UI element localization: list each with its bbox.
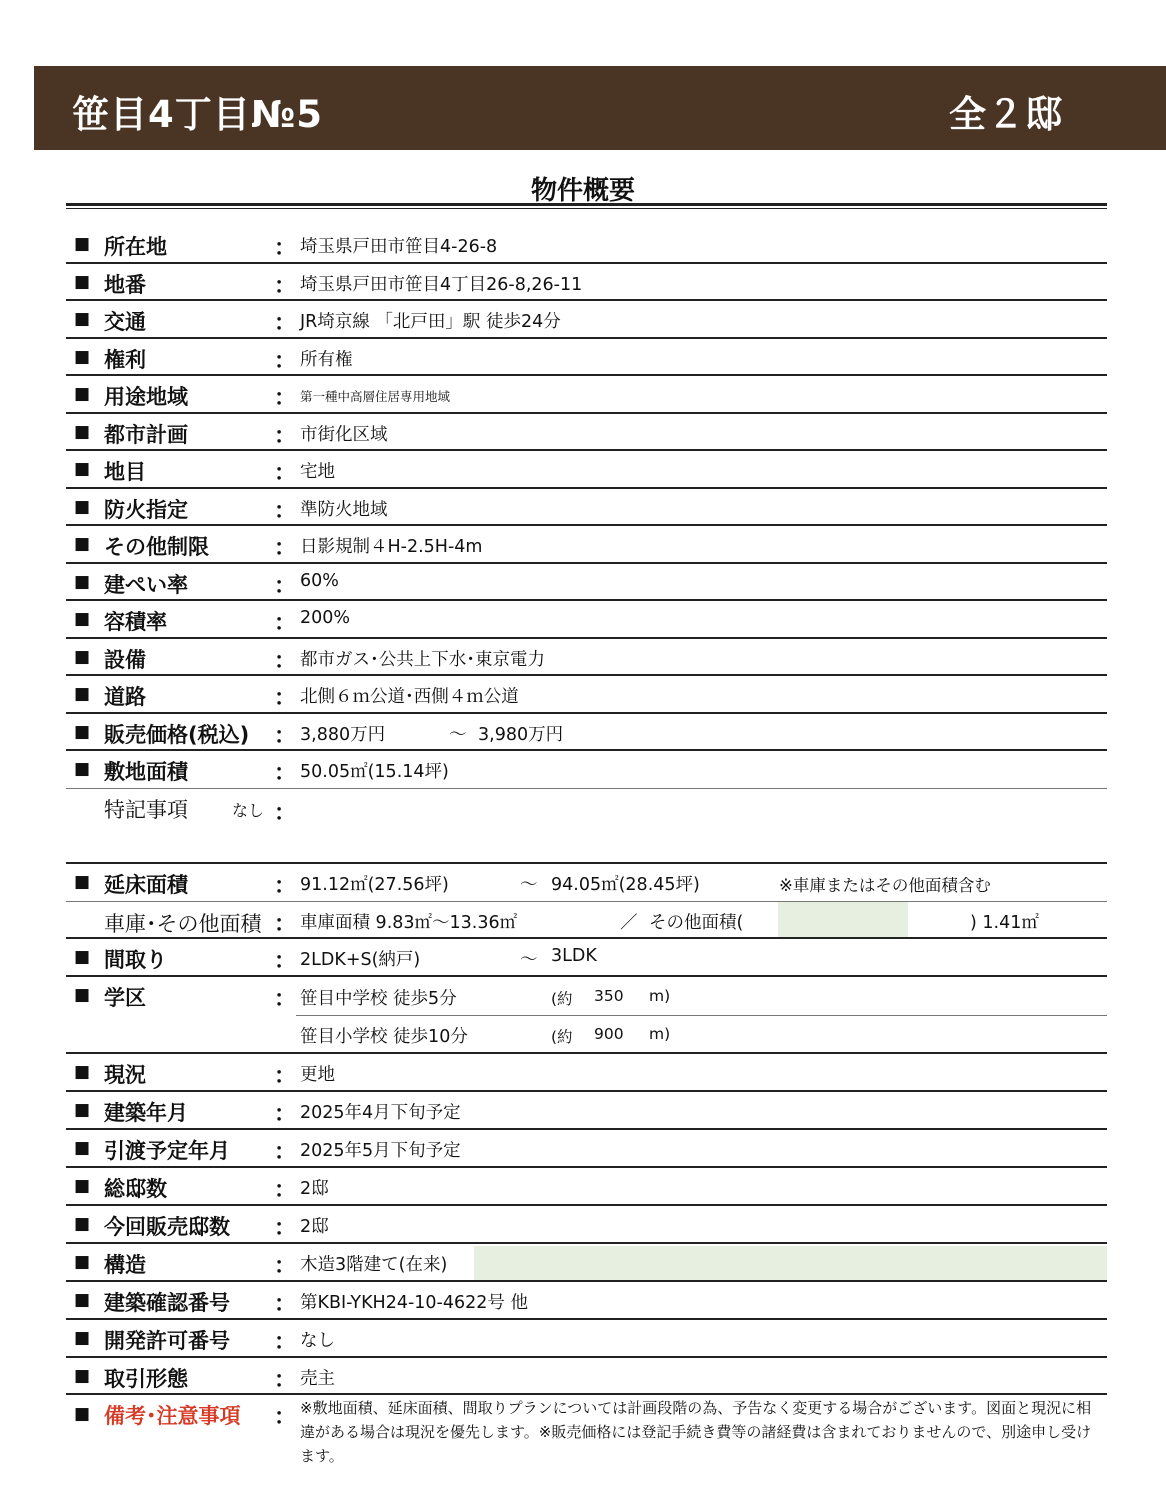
layout-from: 2LDK+S(納戸): [300, 950, 421, 970]
colon: ：: [274, 1064, 297, 1089]
colon: ：: [274, 1216, 297, 1241]
row-structure: [66, 1244, 1107, 1282]
bullet: ■: [74, 1214, 91, 1234]
colon: ：: [274, 649, 297, 674]
bullet: ■: [74, 572, 91, 592]
bullet: ■: [74, 1176, 91, 1196]
value: 2邸: [300, 1217, 329, 1237]
blank-field: [474, 1246, 1107, 1280]
colon: ：: [274, 1140, 297, 1165]
label: 車庫･その他面積: [104, 912, 262, 936]
row-transaction-type: [66, 1358, 1107, 1395]
label: 敷地面積: [104, 760, 188, 784]
value: 2025年5月下旬予定: [300, 1141, 461, 1161]
row-fire-zone: [66, 489, 1107, 526]
colon: ：: [274, 1254, 297, 1279]
row-price: [66, 714, 1107, 751]
row-current-status: [66, 1054, 1107, 1092]
label: 今回販売邸数: [104, 1215, 230, 1239]
row-building-confirmation: [66, 1282, 1107, 1320]
bullet: ■: [74, 947, 91, 967]
colon: ：: [274, 1292, 297, 1317]
header-banner: [34, 66, 1166, 150]
school-name: 笹目小学校 徒歩10分: [300, 1027, 468, 1047]
bullet: ■: [74, 234, 91, 254]
value: 第KBI-YKH24-10-4622号 他: [300, 1293, 528, 1313]
value: 準防火地域: [300, 500, 388, 520]
value: 第一種中高層住居専用地域: [300, 389, 451, 404]
colon: ：: [274, 499, 297, 524]
remarks-text: ※敷地面積、延床面積、間取りプランについては計画段階の為、予告なく変更する場合がございます。図面と現況に相違がある場合は現況を優先します。※販売価格には登記手続き費等の諸経費は含まれておりませんので、別途申し受けます。: [300, 1399, 1092, 1465]
row-land-category: [66, 451, 1107, 489]
school-distance: 900: [594, 1025, 624, 1043]
colon: ：: [274, 761, 297, 786]
colon: ：: [274, 611, 297, 636]
row-built: [66, 1092, 1107, 1130]
school-sub-divider: [296, 1015, 1107, 1016]
colon: ：: [274, 574, 297, 599]
bullet: ■: [74, 1252, 91, 1272]
label: 学区: [104, 986, 146, 1010]
label: 権利: [104, 348, 146, 372]
label: 建築確認番号: [104, 1291, 230, 1315]
bullet: ■: [74, 985, 91, 1005]
blank-field: [778, 902, 908, 938]
floor-area-from: 91.12㎡(27.56坪): [300, 875, 449, 895]
colon: ：: [274, 724, 297, 749]
colon: ：: [274, 686, 297, 711]
row-other-restrictions: [66, 526, 1107, 564]
label: 延床面積: [104, 873, 188, 897]
row-layout: [66, 939, 1107, 977]
colon: ：: [274, 236, 297, 261]
label: 地目: [104, 460, 146, 484]
floor-area-note: ※車庫またはその他面積含む: [779, 876, 991, 895]
value: 埼玉県戸田市笹目4丁目26-8,26-11: [300, 275, 583, 295]
value: 日影規制４H-2.5H-4m: [300, 537, 483, 557]
label: 設備: [104, 648, 146, 672]
row-handover: [66, 1130, 1107, 1168]
label: 取引形態: [104, 1367, 188, 1391]
row-facilities: [66, 639, 1107, 676]
colon: ：: [274, 274, 297, 299]
value: 更地: [300, 1065, 335, 1085]
row-remarks: [66, 1395, 1107, 1475]
colon: ：: [274, 386, 297, 411]
bullet: ■: [74, 534, 91, 554]
bullet: ■: [74, 1100, 91, 1120]
school-unit: m): [649, 1025, 671, 1043]
label: 引渡予定年月: [104, 1139, 230, 1163]
garage-area-value: 車庫面積 9.83㎡～13.36㎡: [300, 913, 518, 933]
label: 都市計画: [104, 423, 188, 447]
label: 特記事項: [104, 798, 188, 822]
row-city-planning: [66, 414, 1107, 451]
tilde: ～: [520, 950, 538, 970]
property-title: 笹目4丁目№5: [72, 93, 324, 136]
tilde: ～: [520, 875, 538, 895]
row-rights: [66, 339, 1107, 376]
bullet: ■: [74, 497, 91, 517]
bullet: ■: [74, 309, 91, 329]
value: 売主: [300, 1369, 335, 1389]
school-unit: m): [649, 987, 671, 1005]
bullet: ■: [74, 384, 91, 404]
colon: ：: [274, 801, 297, 826]
label: 備考･注意事項: [104, 1404, 241, 1428]
colon: ：: [274, 949, 297, 974]
bullet: ■: [74, 1062, 91, 1082]
colon: ：: [274, 1178, 297, 1203]
label: その他制限: [104, 535, 209, 559]
value: 2邸: [300, 1179, 329, 1199]
row-development-permit: [66, 1320, 1107, 1358]
label: 現況: [104, 1063, 146, 1087]
row-total-units: [66, 1168, 1107, 1206]
bullet: ■: [74, 759, 91, 779]
row-special-notes: [66, 789, 1107, 864]
colon: ：: [274, 987, 297, 1012]
colon: ：: [274, 349, 297, 374]
row-lot-number: [66, 264, 1107, 301]
value: 埼玉県戸田市笹目4-26-8: [300, 237, 498, 257]
row-floor-ratio: [66, 601, 1107, 639]
school-distance: 350: [594, 987, 624, 1005]
label: 開発許可番号: [104, 1329, 230, 1353]
colon: ：: [274, 461, 297, 486]
label: 用途地域: [104, 385, 188, 409]
label: 販売価格(税込): [104, 723, 250, 747]
bullet: ■: [74, 722, 91, 742]
bullet: ■: [74, 684, 91, 704]
row-land-area: [66, 751, 1107, 789]
value: 宅地: [300, 462, 335, 482]
row-garage-area: [66, 902, 1107, 939]
value: なし: [232, 801, 265, 820]
colon: ：: [274, 1102, 297, 1127]
bullet: ■: [74, 872, 91, 892]
unit-count: 全２邸: [949, 93, 1063, 136]
title-rule-thick: [66, 203, 1107, 206]
label: 建築年月: [104, 1101, 188, 1125]
value: 60%: [300, 571, 339, 591]
bullet: ■: [74, 422, 91, 442]
row-units-on-sale: [66, 1206, 1107, 1244]
other-area-label: その他面積(: [649, 913, 744, 933]
value: 北側６ｍ公道･西側４ｍ公道: [300, 687, 519, 707]
bullet: ■: [74, 272, 91, 292]
colon: ：: [274, 1368, 297, 1393]
colon: ：: [274, 912, 297, 937]
label: 防火指定: [104, 498, 188, 522]
row-transport: [66, 301, 1107, 339]
value: なし: [300, 1331, 335, 1351]
colon: ：: [274, 424, 297, 449]
slash: ／: [620, 913, 638, 933]
value: 都市ガス･公共上下水･東京電力: [300, 650, 545, 670]
row-floor-area: [66, 864, 1107, 902]
colon: ：: [274, 311, 297, 336]
value: 2025年4月下旬予定: [300, 1103, 461, 1123]
bullet: ■: [74, 1404, 91, 1424]
bullet: ■: [74, 609, 91, 629]
colon: ：: [274, 1330, 297, 1355]
floor-area-to: 94.05㎡(28.45坪): [551, 875, 700, 895]
value: 所有権: [300, 350, 353, 370]
label: 間取り: [104, 948, 167, 972]
label: 総邸数: [104, 1177, 167, 1201]
layout-to: 3LDK: [551, 946, 597, 966]
bullet: ■: [74, 1290, 91, 1310]
bullet: ■: [74, 1138, 91, 1158]
school-approx: (約: [551, 990, 573, 1008]
label: 容積率: [104, 610, 167, 634]
school-name: 笹目中学校 徒歩5分: [300, 989, 457, 1009]
bullet: ■: [74, 1366, 91, 1386]
row-coverage: [66, 564, 1107, 601]
label: 建ぺい率: [104, 573, 188, 597]
row-zoning: [66, 376, 1107, 414]
label: 所在地: [104, 235, 167, 259]
value: 市街化区域: [300, 425, 388, 445]
other-area-value: ) 1.41㎡: [970, 913, 1039, 933]
value: JR埼京線 「北戸田」駅 徒歩24分: [300, 312, 561, 332]
value: 200%: [300, 608, 351, 628]
label: 交通: [104, 310, 146, 334]
colon: ：: [274, 536, 297, 561]
school-approx: (約: [551, 1028, 573, 1046]
bullet: ■: [74, 1328, 91, 1348]
label: 構造: [104, 1253, 146, 1277]
value: 50.05㎡(15.14坪): [300, 762, 449, 782]
colon: ：: [274, 874, 297, 899]
price-from: 3,880万円: [300, 725, 386, 745]
colon: ：: [274, 1405, 297, 1430]
price-to: 3,980万円: [478, 725, 564, 745]
label: 地番: [104, 273, 146, 297]
title-rule-thin: [66, 208, 1107, 209]
value: 木造3階建て(在来): [300, 1255, 448, 1275]
tilde: ～: [449, 725, 467, 745]
bullet: ■: [74, 647, 91, 667]
row-road: [66, 676, 1107, 714]
bullet: ■: [74, 347, 91, 367]
row-location: [66, 226, 1107, 264]
bullet: ■: [74, 459, 91, 479]
label: 道路: [104, 685, 146, 709]
section-title: 物件概要: [530, 176, 635, 206]
